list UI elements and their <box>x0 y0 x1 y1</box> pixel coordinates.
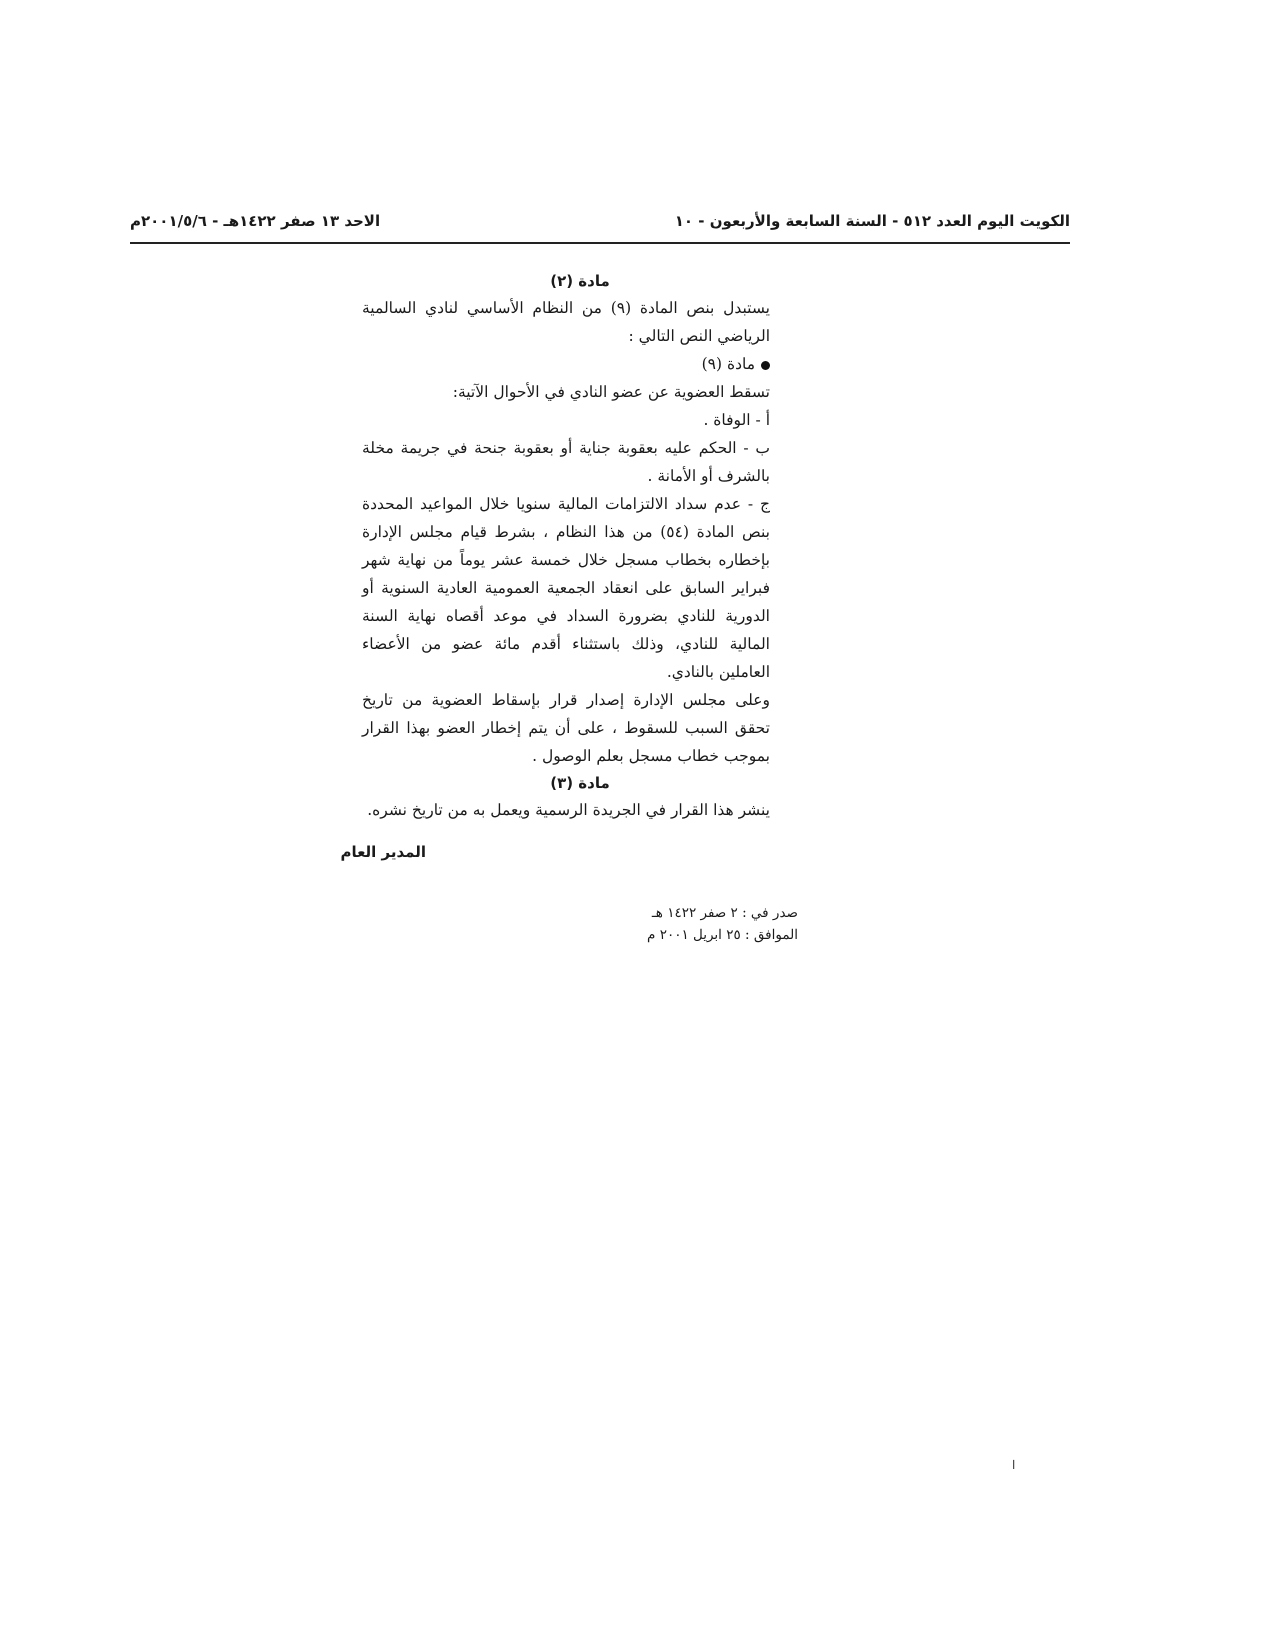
article-9-subtitle-text: مادة (٩) <box>701 355 755 373</box>
article-3-title: مادة (٣) <box>550 774 610 792</box>
item-a: أ - الوفاة . <box>703 411 770 429</box>
article-2-intro: يستبدل بنص المادة (٩) من النظام الأساسي لنادي السالمية الرياضي النص التالي : <box>362 299 770 345</box>
item-b: ب - الحكم عليه بعقوبة جناية أو بعقوبة جنحة في جريمة مخلة بالشرف أو الأمانة . <box>362 439 770 485</box>
page-header <box>130 208 1070 244</box>
article-3-text: ينشر هذا القرار في الجريدة الرسمية ويعمل به من تاريخ نشره. <box>367 801 770 819</box>
article-9-subtitle <box>362 350 798 378</box>
issued-hijri-date: صدر في : ٢ صفر ١٤٢٢ هـ <box>651 905 798 921</box>
header-issue-info: الكويت اليوم العدد ٥١٢ - السنة السابعة والأربعون - ١٠ <box>674 212 1070 230</box>
header-date: الاحد ١٣ صفر ١٤٢٢هـ - ٢٠٠١/٥/٦م <box>130 212 381 230</box>
item-c: ج - عدم سداد الالتزامات المالية سنويا خلال المواعيد المحددة بنص المادة (٥٤) من هذا النظام ، بشرط قيام مجلس الإدارة بإخطاره بخطاب مسجل خلال خمسة عشر يوماً من نهاية شهر فبراير السابق على انعقاد الجمعية العمومية العادية السنوية أو الدورية للنادي بضرورة السداد في موعد أقصاه نهاية السنة المالية للنادي، وذلك باستثناء أقدم مائة عضو من الأعضاء العاملين بالنادي. <box>362 495 770 681</box>
document-body <box>340 268 798 946</box>
issue-dates <box>362 902 798 946</box>
article-9-lead: تسقط العضوية عن عضو النادي في الأحوال الآتية: <box>452 383 770 401</box>
article-2-closing: وعلى مجلس الإدارة إصدار قرار بإسقاط العضوية من تاريخ تحقق السبب للسقوط ، على أن يتم إخطار العضو بهذا القرار بموجب خطاب مسجل بعلم الوصول . <box>362 691 770 765</box>
page-mark: ا <box>1012 1458 1016 1472</box>
bullet-icon <box>761 361 770 370</box>
header-rule <box>130 242 1070 244</box>
signature-director-general: المدير العام <box>340 843 426 861</box>
issued-gregorian-date: الموافق : ٢٥ ابريل ٢٠٠١ م <box>647 927 798 943</box>
article-2-title: مادة (٢) <box>550 272 610 290</box>
